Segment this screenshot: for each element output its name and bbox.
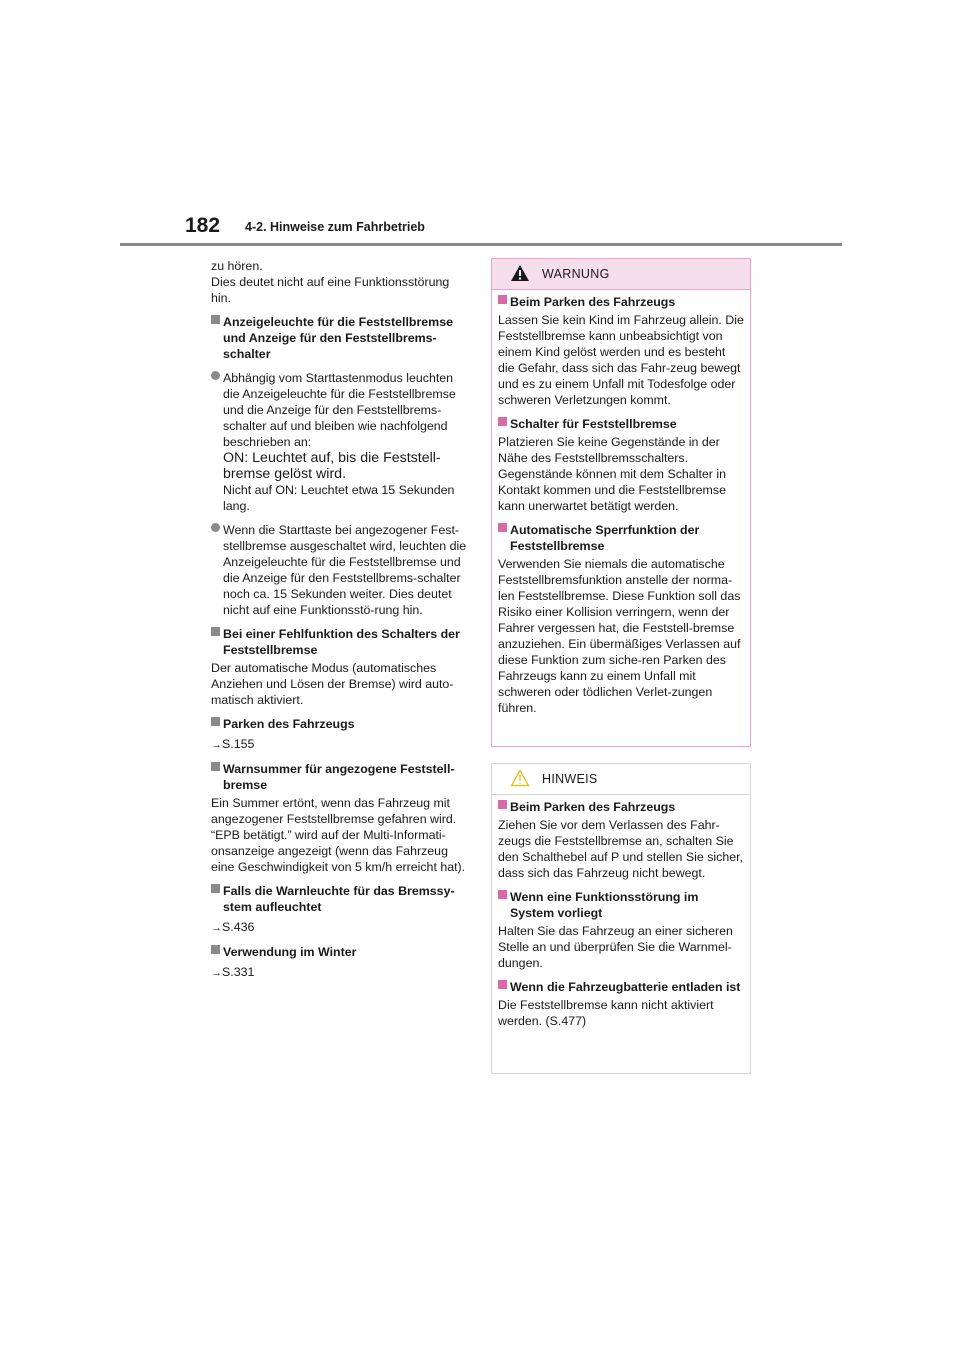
- square-bullet-icon: [498, 523, 507, 532]
- paragraph: Der automatische Modus (automatisches Anziehen und Lösen der Bremse) wird auto-matisch aktiviert.: [211, 661, 454, 707]
- note-section: [498, 979, 744, 995]
- warning-triangle-icon: [510, 264, 530, 282]
- bullet-item: [211, 522, 469, 618]
- section-heading: Beim Parken des Fahrzeugs: [510, 295, 676, 309]
- section-heading: Wenn die Fahrzeugbatterie entladen ist: [510, 980, 741, 994]
- note-box: [491, 763, 751, 1074]
- bullet-off-text: Nicht auf ON: Leuchtet etwa 15 Sekunden lang.: [223, 483, 455, 513]
- page-number: 182: [185, 214, 221, 237]
- section-winter: [211, 944, 469, 960]
- section-heading: Automatische Sperrfunktion der Feststellbremse: [510, 523, 700, 553]
- circle-bullet-icon: [211, 523, 220, 532]
- square-bullet-icon: [211, 884, 220, 893]
- section-heading: Falls die Warnleuchte für das Bremssy-stem aufleuchtet: [223, 884, 455, 914]
- warning-header: [492, 259, 750, 290]
- square-bullet-icon: [211, 945, 220, 954]
- section-heading: Warnsummer für angezogene Feststell-bremse: [223, 762, 455, 792]
- warning-box: [491, 258, 751, 747]
- section-heading: Bei einer Fehlfunktion des Schalters der Feststellbremse: [223, 627, 460, 657]
- paragraph: Platzieren Sie keine Gegenstände in der Nähe des Feststellbremsschalters. Gegenstände können mit dem Schalter in Kontakt kommen und die Feststellbremse kann unerwartet betätigt werden.: [498, 435, 726, 513]
- warning-section: [498, 416, 744, 432]
- page-reference[interactable]: →S.436: [211, 920, 255, 934]
- note-section: [498, 889, 744, 921]
- section-title: 4-2. Hinweise zum Fahrbetrieb: [245, 220, 425, 234]
- square-bullet-icon: [498, 800, 507, 809]
- square-bullet-icon: [211, 315, 220, 324]
- square-bullet-icon: [211, 627, 220, 636]
- square-bullet-icon: [498, 980, 507, 989]
- paragraph: Ziehen Sie vor dem Verlassen des Fahr-zeugs die Feststellbremse an, schalten Sie den Schalthebel auf P und stellen Sie sicher, dass sich das Fahrzeug nicht bewegt.: [498, 818, 743, 880]
- paragraph: Ein Summer ertönt, wenn das Fahrzeug mit angezogener Feststellbremse gefahren wird. “EPB betätigt.” wird auf der Multi-Informati-onsanzeige angezeigt (wenn das Fahrzeug eine Geschwindigkeit von 5 km/h erreicht hat).: [211, 796, 466, 874]
- bullet-on-text: ON: Leuchtet auf, bis die Feststell-bremse gelöst wird.: [223, 450, 441, 482]
- section-heading: Schalter für Feststellbremse: [510, 417, 677, 431]
- circle-bullet-icon: [211, 371, 220, 380]
- arrow-right-icon: →: [211, 967, 222, 979]
- page-reference[interactable]: →S.155: [211, 737, 255, 751]
- square-bullet-icon: [498, 295, 507, 304]
- square-bullet-icon: [498, 890, 507, 899]
- section-malfunction: [211, 626, 469, 658]
- warning-section: [498, 294, 744, 310]
- caution-triangle-icon: [510, 769, 530, 787]
- note-title: HINWEIS: [542, 772, 598, 786]
- bullet-item: [211, 370, 469, 514]
- square-bullet-icon: [498, 417, 507, 426]
- intro-text: zu hören. Dies deutet nicht auf eine Funktionsstörung hin.: [211, 259, 450, 305]
- section-heading: Wenn eine Funktionsstörung im System vorliegt: [510, 890, 699, 920]
- section-warning-light: [211, 883, 469, 915]
- square-bullet-icon: [211, 762, 220, 771]
- left-column: [211, 258, 469, 989]
- section-heading: Verwendung im Winter: [223, 945, 357, 959]
- paragraph: Die Feststellbremse kann nicht aktiviert werden. (S.477): [498, 998, 714, 1028]
- section-heading: Parken des Fahrzeugs: [223, 717, 355, 731]
- arrow-right-icon: →: [211, 739, 222, 751]
- note-header: [492, 764, 750, 795]
- bullet-text: Abhängig vom Starttastenmodus leuchten die Anzeigeleuchte für die Feststellbremse und die Anzeige für den Feststellbrems-schalter auf und bleiben wie nachfolgend beschrieben an:: [223, 371, 456, 449]
- section-buzzer: [211, 761, 469, 793]
- arrow-right-icon: →: [211, 922, 222, 934]
- section-heading: Anzeigeleuchte für die Feststellbremse und Anzeige für den Feststellbrems-schalter: [223, 315, 453, 361]
- section-heading: Beim Parken des Fahrzeugs: [510, 800, 676, 814]
- section-indicator: [211, 314, 469, 362]
- page-reference[interactable]: →S.331: [211, 965, 255, 979]
- paragraph: Verwenden Sie niemals die automatische Feststellbremsfunktion anstelle der norma-len Feststellbremse. Diese Funktion soll das Risiko einer Kollision verringern, wenn der Fahrer vergessen hat, die Feststell-bremse anzuziehen. Ein übermäßiges Verlassen auf diese Funktion zum siche-ren Parken des Fahrzeugs kann zu einem Unfall mit schweren oder tödlichen Verlet-zungen führen.: [498, 557, 741, 715]
- header-rule: [120, 243, 842, 246]
- section-parking: [211, 716, 469, 732]
- warning-title: WARNUNG: [542, 267, 610, 281]
- paragraph: Halten Sie das Fahrzeug an einer sicheren Stelle an und überprüfen Sie die Warnmel-dungen.: [498, 924, 733, 970]
- bullet-text: Wenn die Starttaste bei angezogener Fest-stellbremse ausgeschaltet wird, leuchten die Anzeigeleuchte für die Feststellbremse und die Anzeige für den Feststellbrems-schalter noch ca. 15 Sekunden weiter. Dies deutet nicht auf eine Funktionsstö-rung hin.: [223, 523, 467, 617]
- square-bullet-icon: [211, 717, 220, 726]
- note-section: [498, 799, 744, 815]
- warning-section: [498, 522, 744, 554]
- paragraph: Lassen Sie kein Kind im Fahrzeug allein. Die Feststellbremse kann unbeabsichtigt von einem Kind gelöst werden und es besteht die Gefahr, dass sich das Fahr-zeug bewegt und es zu einem Unfall mit Todesfolge oder schweren Verletzungen kommt.: [498, 313, 744, 407]
